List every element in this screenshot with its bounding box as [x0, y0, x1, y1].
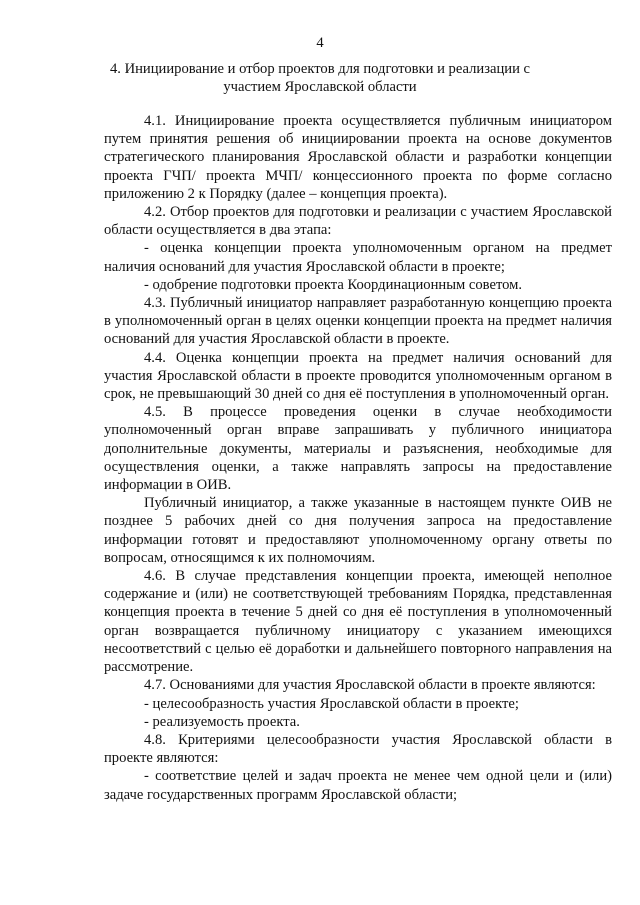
- paragraph: Публичный инициатор, а также указанные в настоящем пункте ОИВ не позднее 5 рабочих дней со дня получения запроса на предоставление информации готовят и предоставляют уполномоченному органу ответы по вопросам, относящимся к их полномочиям.: [104, 495, 612, 566]
- section-heading: 4. Инициирование и отбор проектов для подготовки и реализации с участием Ярославской области: [109, 61, 531, 96]
- list-item: - реализуемость проекта.: [144, 713, 300, 730]
- paragraph: 4.1. Инициирование проекта осуществляется публичным инициатором путем принятия решения об инициировании проекта на основе документов стратегического планирования Ярославской области и разработки концепции проекта ГЧП/ проекта МЧП/ концессионного проекта по форме согласно приложению 2 к Порядку (далее – концепция проекта).: [104, 113, 612, 202]
- list-item: - одобрение подготовки проекта Координационным советом.: [144, 276, 523, 293]
- paragraph: 4.2. Отбор проектов для подготовки и реализации с участием Ярославской области осуществляется в два этапа:: [104, 204, 612, 239]
- paragraph: 4.8. Критериями целесообразности участия Ярославской области в проекте являются:: [104, 731, 612, 767]
- list-item: - соответствие целей и задач проекта не менее чем одной цели и (или) задаче государственных программ Ярославской области;: [104, 768, 612, 803]
- paragraph: 4.5. В процессе проведения оценки в случае необходимости уполномоченный орган вправе запрашивать у публичного инициатора дополнительные документы, материалы и разъяснения, необходимые для осуществления оценки, а также направлять запросы на предоставление информации в ОИВ.: [104, 404, 612, 494]
- document-body: [104, 112, 612, 804]
- paragraph: 4.7. Основаниями для участия Ярославской области в проекте являются:: [144, 677, 596, 694]
- list-item: - оценка концепции проекта уполномоченным органом на предмет наличия оснований для участия Ярославской области в проекте;: [104, 240, 612, 275]
- list-item: - целесообразность участия Ярославской области в проекте;: [144, 695, 519, 712]
- paragraph: 4.6. В случае представления концепции проекта, имеющей неполное содержание и (или) не соответствующей требованиям Порядка, представленная концепция проекта в течение 5 дней со дня её поступления в уполномоченный орган возвращается публичному инициатору с указанием имеющихся несоответствий с целью её доработки и дальнейшего повторного направления на рассмотрение.: [104, 568, 612, 676]
- paragraph: 4.3. Публичный инициатор направляет разработанную концепцию проекта в уполномоченный орган в целях оценки концепции проекта на предмет наличия оснований для участия Ярославской области в проекте.: [104, 295, 612, 348]
- paragraph: 4.4. Оценка концепции проекта на предмет наличия оснований для участия Ярославской области в проекте проводится уполномоченным органом в срок, не превышающий 30 дней со дня её поступления в уполномоченный орган.: [104, 349, 612, 403]
- page-number: 4: [316, 35, 324, 51]
